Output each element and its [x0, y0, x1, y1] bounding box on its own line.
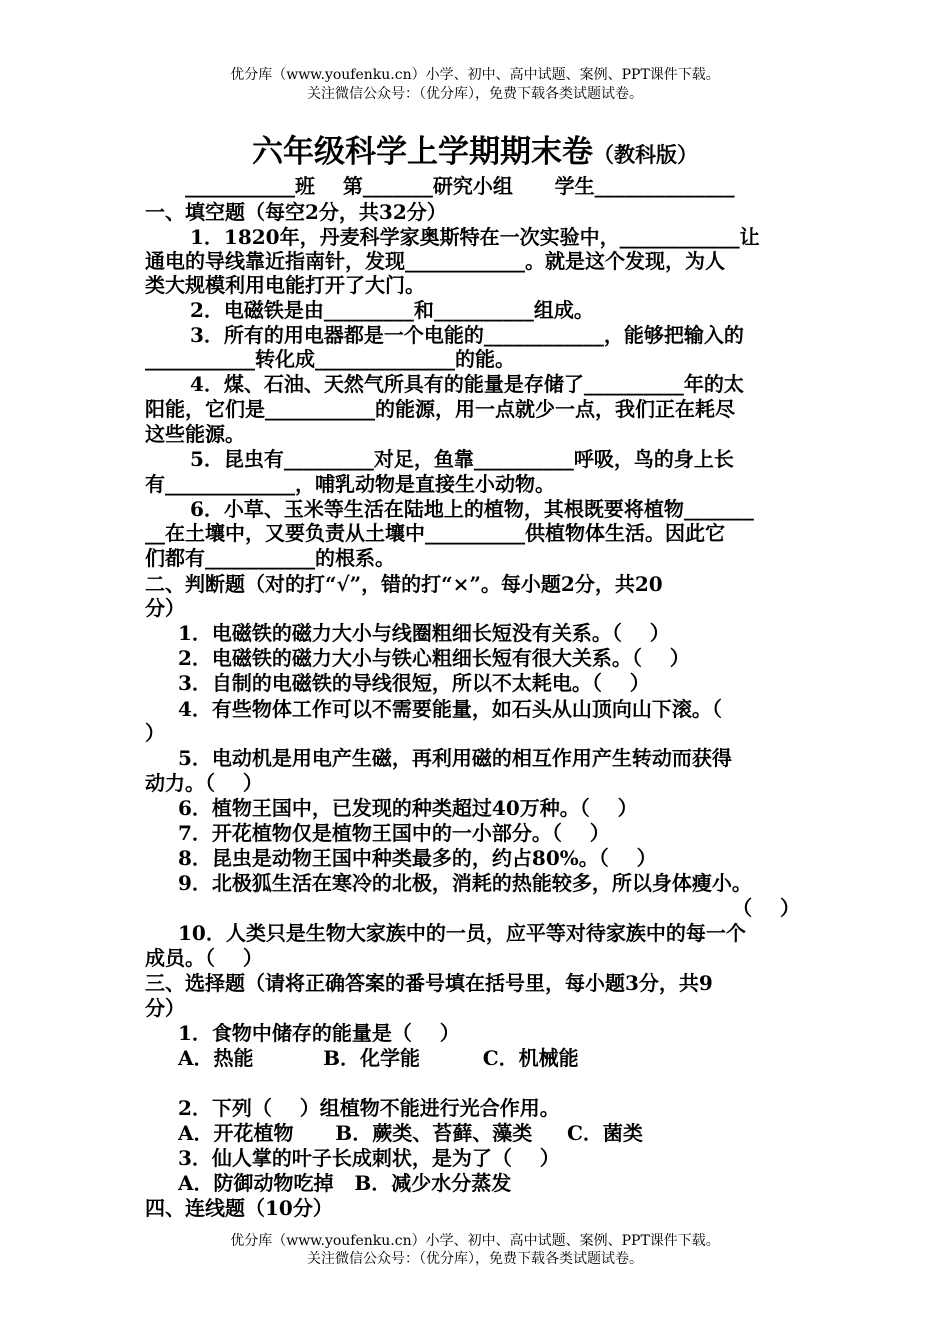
s2-line: 7．开花植物仅是植物王国中的一小部分。（ ）	[178, 821, 610, 845]
s2-line: 2．电磁铁的磁力大小与铁心粗细长短有很大关系。（ ）	[178, 646, 690, 670]
section3-heading-cont: 分）	[145, 996, 185, 1020]
section2-heading: 二、判断题（对的打“√”，错的打“×”。每小题2分，共20	[145, 572, 663, 596]
s1-line: 3．所有的用电器都是一个电能的____________，能够把输入的	[190, 323, 744, 347]
s1-line: 有_____________，哺乳动物是直接生小动物。	[145, 472, 555, 496]
footer-line-1: 优分库（www.youfenku.cn）小学、初中、高中试题、案例、PPT课件下载。	[230, 1233, 720, 1249]
s2-line: 1．电磁铁的磁力大小与线圈粗细长短没有关系。（ ）	[178, 621, 670, 645]
s1-line: 6．小草、玉米等生活在陆地上的植物，其根既要将植物_______	[190, 497, 754, 521]
s1-line: 这些能源。	[145, 422, 245, 446]
s2-line: （ ）	[732, 896, 800, 920]
s1-line: 5．昆虫有_________对足，鱼靠__________呼吸，鸟的身上长	[190, 447, 734, 471]
s2-line: 9．北极狐生活在寒冷的北极，消耗的热能较多，所以身体瘦小。	[178, 871, 752, 895]
s3-line: 2．下列（ ）组植物不能进行光合作用。	[178, 1096, 560, 1120]
s2-line: 8．昆虫是动物王国中种类最多的，约占80%。（ ）	[178, 846, 657, 870]
s2-line: ）	[145, 721, 165, 745]
s3-line: 1．食物中储存的能量是（ ）	[178, 1021, 460, 1045]
s2-line: 动力。（ ）	[145, 771, 263, 795]
s2-line: 6．植物王国中，已发现的种类超过40万种。（ ）	[178, 796, 638, 820]
s1-line: 们都有___________的根系。	[145, 546, 395, 570]
title-sub: （教科版）	[593, 142, 698, 167]
s1-line: 阳能，它们是___________的能源，用一点就少一点，我们正在耗尽	[145, 397, 735, 421]
s1-line: 通电的导线靠近指南针，发现____________。就是这个发现，为人	[145, 249, 725, 273]
s2-line: 4．有些物体工作可以不需要能量，如石头从山顶向山下滚。（	[178, 697, 722, 721]
s2-line: 3．自制的电磁铁的导线很短，所以不太耗电。（ ）	[178, 671, 650, 695]
header-line-1: 优分库（www.youfenku.cn）小学、初中、高中试题、案例、PPT课件下载。	[230, 67, 720, 83]
s1-line: 2．电磁铁是由_________和__________组成。	[190, 298, 594, 322]
s3-line: A．防御动物吃掉 B．减少水分蒸发	[178, 1171, 512, 1195]
title-main: 六年级科学上学期期末卷	[252, 134, 593, 170]
section3-heading: 三、选择题（请将正确答案的番号填在括号里，每小题3分，共9	[145, 971, 713, 995]
student-info-line: ___________班 第_______研究小组 学生______________	[185, 174, 735, 198]
s1-line: 1．1820年，丹麦科学家奥斯特在一次实验中，____________让	[190, 225, 760, 249]
s1-line: __在土壤中，又要负责从土壤中__________供植物体生活。因此它	[145, 521, 725, 545]
s2-line: 5．电动机是用电产生磁，再利用磁的相互作用产生转动而获得	[178, 746, 732, 770]
s2-line: 10．人类只是生物大家族中的一员，应平等对待家族中的每一个	[178, 921, 746, 945]
page-title	[0, 132, 950, 175]
header-line-2: 关注微信公众号：（优分库），免费下载各类试题试卷。	[307, 86, 643, 102]
section2-heading-cont: 分）	[145, 596, 185, 620]
s3-line: A．开花植物 B．蕨类、苔藓、藻类 C．菌类	[178, 1121, 643, 1145]
s3-line: A．热能 B．化学能 C．机械能	[178, 1046, 579, 1070]
s1-line: ___________转化成______________的能。	[145, 347, 515, 371]
s3-line: 3．仙人掌的叶子长成刺状，是为了（ ）	[178, 1146, 560, 1170]
section1-heading: 一、填空题（每空2分，共32分）	[145, 200, 447, 224]
s1-line: 4．煤、石油、天然气所具有的能量是存储了__________年的太	[190, 372, 744, 396]
footer-line-2: 关注微信公众号：（优分库），免费下载各类试题试卷。	[307, 1251, 643, 1267]
s1-line: 类大规模利用电能打开了大门。	[145, 273, 425, 297]
section4-heading: 四、连线题（10分）	[145, 1196, 333, 1220]
s2-line: 成员。（ ）	[145, 946, 263, 970]
